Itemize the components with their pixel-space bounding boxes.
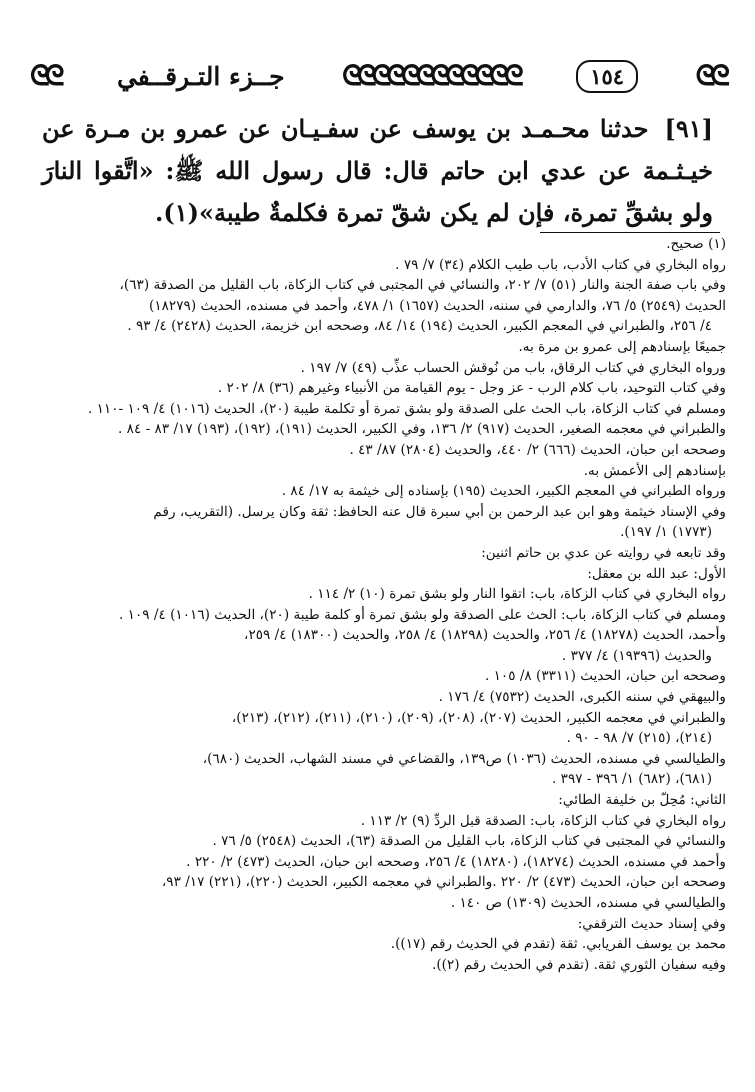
hadith-number: [٩١] — [664, 114, 714, 143]
hadith-text: حدثنا محـمـد بن يوسف عن سفـيـان عن عمرو بن مـرة عن خيـثـمة عن عدي ابن حاتم قال: قال رسول الله ﷺ: «اتَّقوا النارَ ولو بشقِّ تمرة، فإن لم يكن شقّ تمرة فكلمةٌ طيبة»(١). — [42, 114, 713, 227]
footnote-line: الأول: عبد الله بن معقل: — [587, 565, 726, 582]
footnote-line: جميعًا بإسنادهم إلى عمرو بن مرة به. — [518, 338, 726, 355]
footnote-line: رواه البخاري في كتاب الزكاة، باب: الصدقة قبل الردِّ (٩) ٢/ ١١٣ . — [360, 812, 726, 829]
footnote-line: (٦٨١)، (٦٨٢) ١/ ٣٩٦ - ٣٩٧ . — [551, 771, 712, 788]
footnote-line: وأحمد في مسنده، الحديث (١٨٢٧٤)، (١٨٢٨٠) ٤/ ٢٥٦، وصححه ابن حبان، الحديث (٤٧٣) ٢/ ٢٢٠ . — [186, 853, 726, 870]
footnote-line: ورواه البخاري في كتاب الرقاق، باب من نُوقش الحساب عذِّب (٤٩) ٧/ ١٩٧ . — [300, 359, 726, 376]
footnote-line: وصححه ابن حبان، الحديث (٣٣١١) ٨/ ١٠٥ . — [484, 668, 726, 685]
footnote-line: وفي الإسناد خيثمة وهو ابن عبد الرحمن بن أبي سبرة قال عنه الحافظ: ثقة وكان يرسل. (التقريب، رقم — [153, 503, 726, 520]
footnote-line: الحديث (٢٥٤٩) ٥/ ٧٦، والدارمي في سننه، الحديث (١٦٥٧) ١/ ٤٧٨، وأحمد في مسنده، الحديث (١٨٢٧٩) — [149, 297, 726, 314]
footnote-line: والطيالسي في مسنده، الحديث (١٣٠٩) ص ١٤٠ . — [450, 895, 726, 911]
footnote-line: وصححه ابن حبان، الحديث (٦٦٦) ٢/ ٤٤٠، والحديث (٢٨٠٤) ٨٧/ ٤٣ . — [349, 441, 726, 458]
footnote-line: ومسلم في كتاب الزكاة، باب الحث على الصدقة ولو بشق تمرة أو تكلمة طيبة (٢٠)، الحديث (١٠١٦) ٤/ ١٠٩ -١١٠ . — [87, 400, 726, 417]
footnote-line: رواه البخاري في كتاب الأدب، باب طيب الكلام (٣٤) ٧/ ٧٩ . — [395, 256, 726, 273]
footnote-line: وصححه ابن حبان، الحديث (٤٧٣) ٢/ ٢٢٠ .والطبراني في معجمه الكبير، الحديث (٢٢٠)، (٢٢١) ١٧/ ٩٣، — [161, 874, 726, 891]
running-title: جــزء التـرقــفي — [116, 61, 285, 91]
footnotes — [26, 234, 726, 975]
ornament-chain: ᘓᘓᘓᘓᘓᘓᘓᘓᘓᘓᘓᘓ — [342, 59, 519, 92]
footnote-line: رواه البخاري في كتاب الزكاة، باب: اتقوا النار ولو بشق تمرة (١٠) ٢/ ١١٤ . — [308, 586, 726, 603]
footnote-line: وقد تابعه في روايته عن عدي بن حاتم اثنين: — [481, 544, 726, 561]
footnote-line: والطبراني في معجمه الكبير، الحديث (٢٠٧)، (٢٠٨)، (٢٠٩)، (٢١٠)، (٢١١)، (٢١٢)، (٢١٣)، — [231, 709, 726, 726]
footnote-line: الثاني: مُحِلّ بن خليفة الطائي: — [558, 792, 726, 809]
right-ornament: ᘓᘓ — [695, 59, 725, 92]
footnote-line: وفي باب صفة الجنة والنار (٥١) ٧/ ٢٠٢، والنسائي في المجتبى في كتاب الزكاة، باب القليل من الصدقة (٦٣)، — [119, 277, 726, 294]
left-ornament: ᘓᘓ — [30, 59, 60, 92]
footnote-line: وفي إسناد حديث الترقفي: — [577, 915, 726, 932]
footnote-line: (١) صحيح. — [666, 236, 726, 252]
footnote-line: والطبراني في معجمه الصغير، الحديث (٩١٧) ٢/ ١٣٦، وفي الكبير، الحديث (١٩١)، (١٩٢)، (١٩٣) ١٧/ ٨٣ - ٨٤ . — [118, 421, 726, 438]
footnote-line: والبيهقي في سننه الكبرى، الحديث (٧٥٣٢) ٤/ ١٧٦ . — [438, 689, 726, 706]
footnote-line: محمد بن يوسف الفريابي. ثقة (تقدم في الحديث رقم (١٧)). — [390, 936, 726, 953]
page-number: ١٥٤ — [576, 60, 638, 93]
footnote-line: وفي كتاب التوحيد، باب كلام الرب - عز وجل - يوم القيامة من الأنبياء وغيرهم (٣٦) ٨/ ٢٠٢ . — [217, 380, 726, 397]
footnote-line: والنسائي في المجتبى في كتاب الزكاة، باب القليل من الصدقة (٦٣)، الحديث (٢٥٤٨) ٥/ ٧٦ . — [212, 833, 726, 850]
page-header — [30, 52, 725, 100]
footnote-line: والحديث (١٩٣٩٦) ٤/ ٣٧٧ . — [561, 647, 712, 664]
footnote-line: (١٧٧٣) ١/ ١٩٧). — [620, 524, 712, 541]
footnote-line: ومسلم في كتاب الزكاة، باب: الحث على الصدقة ولو بشق تمرة أو كلمة طيبة (٢٠)، الحديث (١٠١٦) ٤/ ١٠٩ . — [119, 606, 726, 623]
footnote-line: ٤/ ٢٥٦، والطبراني في المعجم الكبير، الحديث (١٩٤) ١٤/ ٨٤، وصححه ابن خزيمة، الحديث (٢٤٢٨) ٤/ ٩٣ . — [127, 318, 712, 335]
hadith-block — [42, 108, 713, 234]
footnote-line: ورواه الطبراني في المعجم الكبير، الحديث (١٩٥) بإسناده إلى خيثمة به ١٧/ ٨٤ . — [281, 483, 726, 500]
footnote-line: وأحمد، الحديث (١٨٢٧٨) ٤/ ٢٥٦، والحديث (١٨٢٩٨) ٤/ ٢٥٨، والحديث (١٨٣٠٠) ٤/ ٢٥٩، — [244, 627, 726, 644]
footnote-line: بإسنادهم إلى الأعمش به. — [583, 462, 726, 479]
footnote-line: (٢١٤)، (٢١٥) ٧/ ٩٨ - ٩٠ . — [566, 730, 712, 747]
footnote-divider — [540, 232, 720, 233]
footnote-line: وفيه سفيان الثوري ثقة. (تقدم في الحديث رقم (٢)). — [432, 956, 726, 973]
footnote-line: والطيالسي في مسنده، الحديث (١٠٣٦) ص١٣٩، والقضاعي في مسند الشهاب، الحديث (٦٨٠)، — [202, 750, 726, 767]
